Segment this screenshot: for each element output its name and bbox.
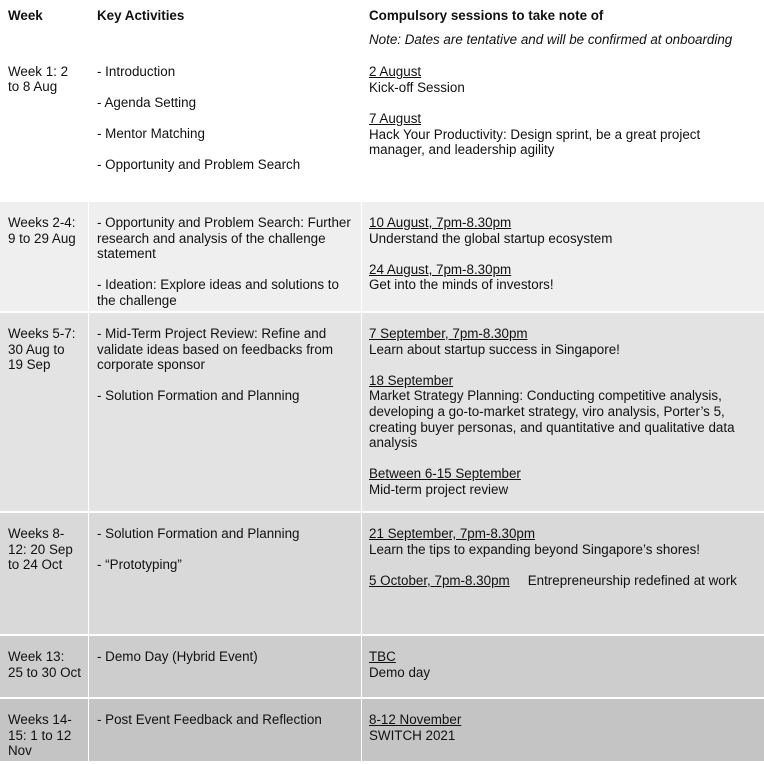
sessions-header: Compulsory sessions to take note of xyxy=(369,8,604,23)
activity-item: - Demo Day (Hybrid Event) xyxy=(97,649,258,664)
week-label: Weeks 2-4: 9 to 29 Aug xyxy=(8,215,76,246)
session-description: Get into the minds of investors! xyxy=(369,277,554,293)
session-description: Hack Your Productivity: Design sprint, be a great project manager, and leadership agility xyxy=(369,126,701,158)
sessions-column-cell xyxy=(361,200,764,311)
week-column-cell xyxy=(0,697,88,761)
week-label: Weeks 8-12: 20 Sep to 24 Oct xyxy=(8,526,73,573)
week-label: Week 1: 2 to 8 Aug xyxy=(8,63,69,95)
session-date: 24 August, 7pm-8.30pm xyxy=(369,261,512,277)
sessions-column-cell xyxy=(361,697,764,761)
session-date: 2 August xyxy=(369,64,422,80)
activities-column-cell xyxy=(88,200,361,311)
week-label: Weeks 14-15: 1 to 12 Nov xyxy=(8,712,72,759)
activities-column-cell xyxy=(88,634,361,697)
session-date: TBC xyxy=(369,649,396,664)
activities-column-cell xyxy=(88,511,361,634)
week-column-cell xyxy=(0,200,88,311)
session-date: 7 August xyxy=(369,110,422,126)
week-label: Week 13: 25 to 30 Oct xyxy=(8,649,81,680)
activity-item: - Ideation: Explore ideas and solutions to the challenge xyxy=(97,277,339,308)
activity-item: - Post Event Feedback and Reflection xyxy=(97,712,322,727)
sessions-column-cell xyxy=(361,511,764,634)
activity-item: - Introduction xyxy=(97,63,176,79)
week-column-cell xyxy=(0,511,88,634)
week-column-cell xyxy=(0,634,88,697)
activities-column-cell xyxy=(88,0,361,200)
session-date: 10 August, 7pm-8.30pm xyxy=(369,215,512,230)
sessions-column-cell xyxy=(361,634,764,697)
activities-column-cell xyxy=(88,697,361,761)
session-date: Between 6-15 September xyxy=(369,466,521,482)
session-date: 8-12 November xyxy=(369,712,462,727)
session-description: Demo day xyxy=(369,664,431,680)
activity-item: - Opportunity and Problem Search xyxy=(97,157,301,173)
sessions-column-cell xyxy=(361,0,764,200)
session-description: Kick-off Session xyxy=(369,79,465,95)
week-label: Weeks 5-7: 30 Aug to 19 Sep xyxy=(8,326,76,373)
activity-item: - Solution Formation and Planning xyxy=(97,388,300,404)
week-column-cell xyxy=(0,0,88,200)
session-description: Learn about startup success in Singapore! xyxy=(369,341,620,357)
activity-item: - Mid-Term Project Review: Refine and validate ideas based on feedbacks from corporate sponsor xyxy=(97,326,333,373)
activity-item: - Opportunity and Problem Search: Further research and analysis of the challenge statement xyxy=(97,215,351,262)
activity-item: - “Prototyping” xyxy=(97,557,182,573)
week-header: Week xyxy=(8,8,43,23)
activity-item: - Solution Formation and Planning xyxy=(97,526,300,541)
session-date: 21 September, 7pm-8.30pm xyxy=(369,526,535,541)
week-column-cell xyxy=(0,311,88,511)
activity-item: - Agenda Setting xyxy=(97,94,197,110)
session-inline xyxy=(369,573,758,589)
session-description: Mid-term project review xyxy=(369,481,509,497)
sessions-column-cell xyxy=(361,311,764,511)
session-description: Market Strategy Planning: Conducting competitive analysis, developing a go-to-market strategy, viro analysis, Porter’s 5, creating buyer personas, and quantitative and qualitative data analysis xyxy=(369,388,735,451)
session-description: Understand the global startup ecosystem xyxy=(369,230,613,246)
activities-header: Key Activities xyxy=(97,8,185,23)
session-description: SWITCH 2021 xyxy=(369,727,456,743)
session-description: Learn the tips to expanding beyond Singapore’s shores! xyxy=(369,541,701,557)
session-description: Entrepreneurship redefined at work xyxy=(527,572,737,588)
activities-column-cell xyxy=(88,311,361,511)
session-date: 5 October, 7pm-8.30pm xyxy=(369,572,510,588)
session-date: 18 September xyxy=(369,372,454,388)
session-date: 7 September, 7pm-8.30pm xyxy=(369,326,528,341)
dates-note: Note: Dates are tentative and will be confirmed at onboarding xyxy=(369,31,733,47)
activity-item: - Mentor Matching xyxy=(97,125,205,141)
